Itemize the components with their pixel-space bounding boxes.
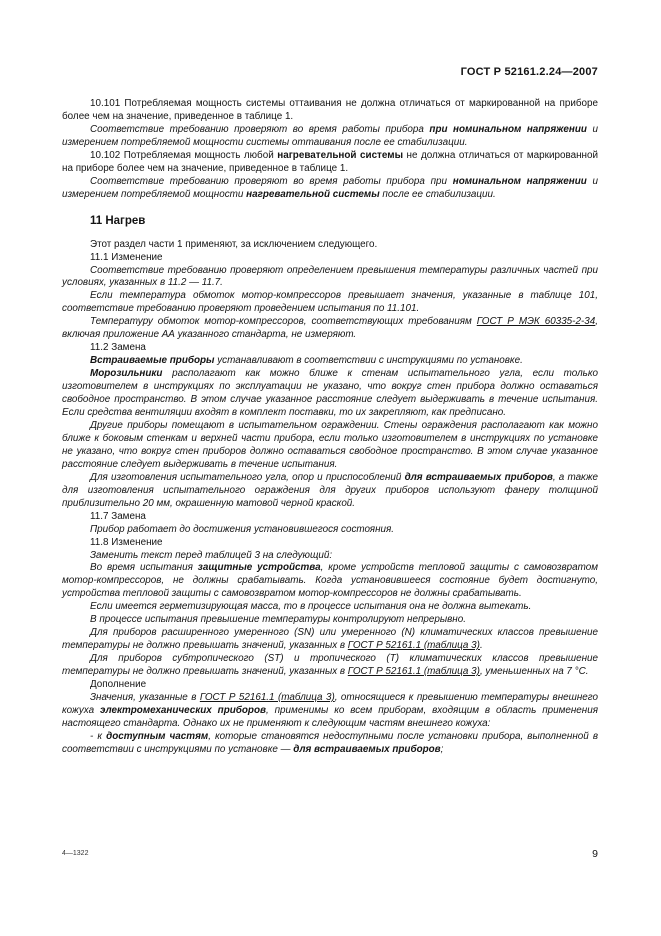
clause-10-102-check: Соответствие требованию проверяют во время работы прибора при номинальном напряжении и измерением потребляемой мощности нагревательной системы после ее стабилизации. bbox=[62, 175, 598, 200]
clause-label: Дополнение bbox=[90, 679, 147, 691]
clause-10-101-check: Соответствие требованию проверяют во время работы прибора при номинальном напряжении и измерением потребляемой мощности системы оттаивания после ее стабилизации. bbox=[62, 123, 598, 148]
paragraph: Для приборов субтропического (ST) и тропического (T) климатических классов превышение температуры не должно превышать значений, указанных в ГОСТ Р 52161.1 (таблица 3), уменьшенных на 7 °С. bbox=[62, 653, 598, 678]
page-number: 9 bbox=[592, 848, 598, 860]
paragraph: Другие приборы помещают в испытательном ограждении. Стены ограждения располагают как можно ближе к боковым стенкам и верхней части прибора, если только изготовителем в инструкциях по установке не указано, что вокруг стен приборов должно оставаться свободное пространство. В этом случае указанное расстояние следует выдерживать в течение испытания. bbox=[62, 419, 598, 470]
section-intro: Этот раздел части 1 применяют, за исключением следующего. bbox=[90, 238, 378, 250]
clause-label: 11.2 Замена bbox=[90, 342, 146, 354]
paragraph: Если имеется герметизирующая масса, то в процессе испытания она не должна вытекать. bbox=[90, 601, 532, 613]
clause-label: 11.7 Замена bbox=[90, 510, 146, 522]
paragraph: В процессе испытания превышение температуры контролируют непрерывно. bbox=[90, 614, 466, 626]
paragraph: Во время испытания защитные устройства, кроме устройств тепловой защиты с самовозвратом мотор-компрессоров, не должны срабатывать. Когда установившееся состояние будет достигнуто, устройства тепловой защиты с самовозвратом мотор-компрессоров не должны срабатывать. bbox=[62, 562, 598, 600]
standard-link[interactable]: ГОСТ Р 52161.1 (таблица 3) bbox=[199, 691, 335, 703]
clause-10-102: 10.102 Потребляемая мощность любой нагревательной системы не должна отличаться от маркированной на приборе более чем на значение, приведенное в таблице 1. bbox=[62, 149, 598, 174]
paragraph: - к доступным частям, которые становятся недоступными после установки прибора, выполненной в соответствии с инструкциями по установке — для встраиваемых приборов; bbox=[62, 730, 598, 755]
paragraph: Для приборов расширенного умеренного (SN) или умеренного (N) климатических классов превышение температуры не должно превышать значений, указанных в ГОСТ Р 52161.1 (таблица 3). bbox=[62, 627, 598, 652]
paragraph: Прибор работает до достижения установившегося состояния. bbox=[90, 523, 395, 535]
document-code: ГОСТ Р 52161.2.24—2007 bbox=[460, 66, 598, 78]
standard-link[interactable]: ГОСТ Р МЭК 60335-2-34 bbox=[476, 316, 596, 328]
clause-label: 11.1 Изменение bbox=[90, 251, 163, 263]
standard-link[interactable]: ГОСТ Р 52161.1 (таблица 3) bbox=[347, 640, 480, 652]
paragraph: Для изготовления испытательного угла, опор и приспособлений для встраиваемых приборов, а также для изготовления испытательного ограждения для других приборов используют фанеру толщиной приблизительно 20 мм, окрашенную матовой черной краской. bbox=[62, 471, 599, 509]
paragraph: Морозильники располагают как можно ближе к стенам испытательного угла, если только изготовителем в инструкциях по эксплуатации не указано, что вокруг стен прибора должно оставаться свободное пространство. В этом случае указанное расстояние следует выдерживать в течение испытания. Если средства вентиляции входят в комплект поставки, то их закрепляют, как предписано. bbox=[62, 368, 598, 419]
clause-label: 11.8 Изменение bbox=[90, 536, 163, 548]
paragraph: Соответствие требованию проверяют определением превышения температуры различных частей при условиях, указанных в 11.2 — 11.7. bbox=[62, 264, 598, 289]
paragraph: Встраиваемые приборы устанавливают в соответствии с инструкциями по установке. bbox=[90, 355, 523, 367]
paragraph: Если температура обмоток мотор-компрессоров превышает значения, указанные в таблице 101, соответствие требованию проверяют проведением испытания по 11.101. bbox=[62, 290, 598, 315]
paragraph: Температуру обмоток мотор-компрессоров, соответствующих требованиям ГОСТ Р МЭК 60335-2-34, включая приложение АА указанного стандарта, не измеряют. bbox=[62, 316, 598, 341]
section-heading: 11 Нагрев bbox=[90, 214, 146, 227]
standard-link[interactable]: ГОСТ Р 52161.1 (таблица 3) bbox=[347, 666, 480, 678]
document-body bbox=[62, 98, 598, 757]
print-mark: 4—1322 bbox=[62, 850, 89, 857]
clause-10-101: 10.101 Потребляемая мощность системы оттаивания не должна отличаться от маркированной на приборе более чем на значение, приведенное в таблице 1. bbox=[62, 98, 598, 122]
paragraph: Значения, указанные в ГОСТ Р 52161.1 (таблица 3), относящиеся к превышению температуры внешнего кожуха электромеханических приборов, применимы ко всем приборам, входящим в область применения настоящего стандарта. Однако их не применяют к следующим частям внешнего кожуха: bbox=[62, 691, 599, 729]
paragraph: Заменить текст перед таблицей 3 на следующий: bbox=[90, 549, 333, 561]
